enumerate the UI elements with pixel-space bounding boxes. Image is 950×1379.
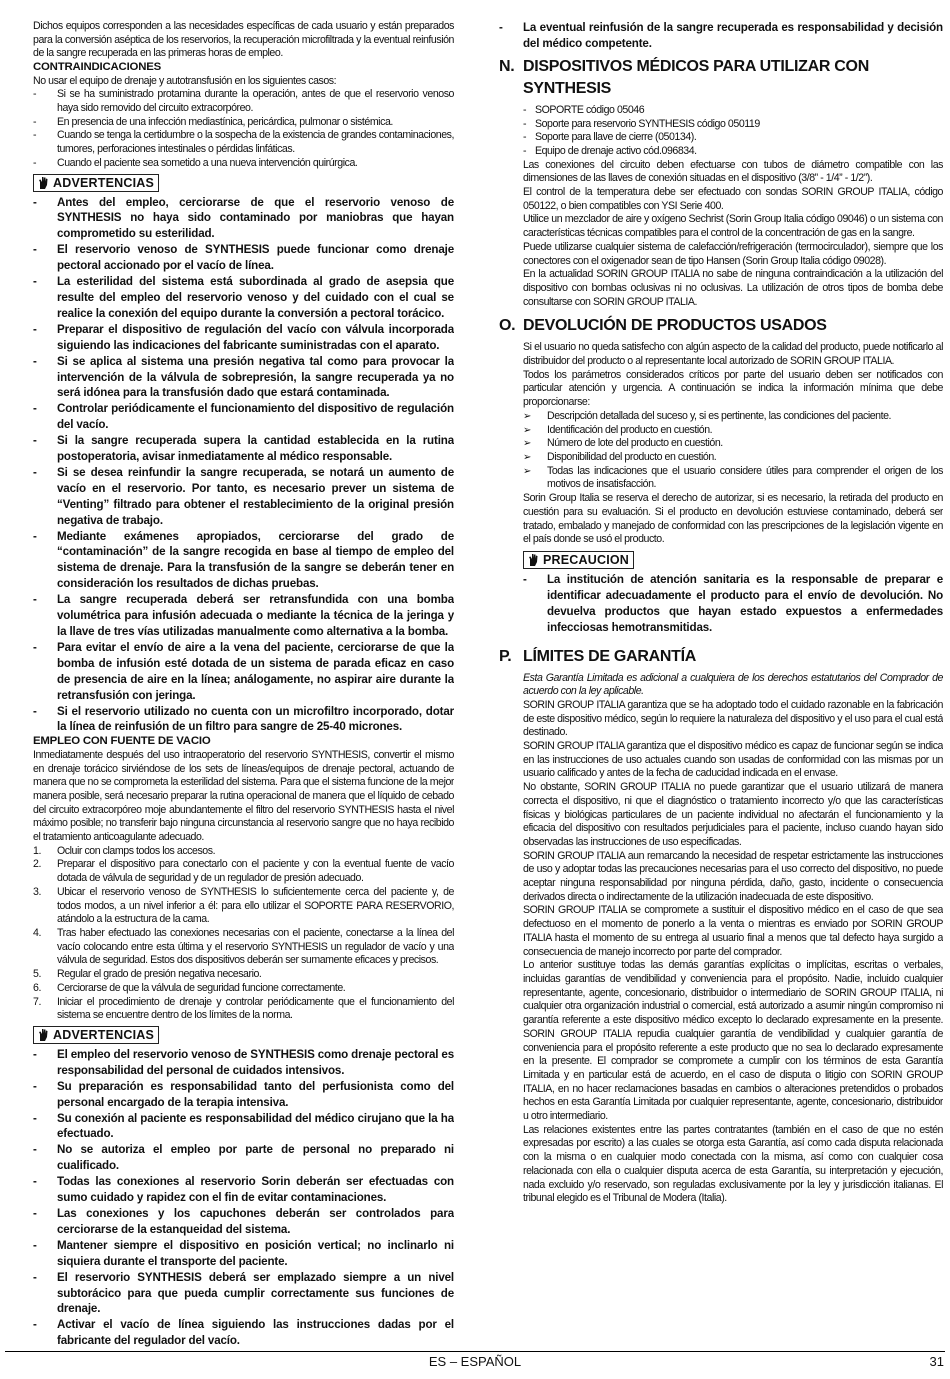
warning-badge-2 — [33, 1026, 159, 1044]
step-item: 1. Ocluir con clamps todos los accesos. — [33, 844, 216, 857]
section-p-heading: P. LÍMITES DE GARANTÍA — [499, 647, 696, 665]
list-item: - La eventual reinfusión de la sangre recuperada es responsabilidad y decisión del médico competente. — [499, 21, 943, 50]
contraindications-list — [33, 88, 454, 170]
list-item: - El reservorio SYNTHESIS deberá ser emplazado siempre a un nivel subtorácico para que pueda cumplir correctamente sus funciones de drenaje. — [33, 1270, 454, 1316]
warning-label-2: ADVERTENCIAS — [53, 1027, 155, 1042]
list-item: - Si la sangre recuperada supera la cantidad establecida en la rutina postoperatoria, avisar inmediatamente al médico responsable. — [33, 434, 454, 464]
list-item: - Controlar periódicamente el funcionamiento del dispositivo de regulación del vacío. — [33, 402, 454, 432]
list-item: - Si el reservorio utilizado no cuenta con un microfiltro incorporado, dotar la línea de reinfusión de un filtro para sangre de 25-40 micrones. — [33, 704, 454, 734]
section-o-heading: O. DEVOLUCIÓN DE PRODUCTOS USADOS — [499, 317, 827, 335]
paragraph: Lo anterior sustituye todas las demás garantías explícitas o implícitas, escritas o verbales, incluidas garantías de vendibilidad y conveniencia para el propósito. Nadie, incluido cualquier representante, agente, concesionario, distribuidor o intermediario de SORIN GROUP ITALIA, ni cualquier otra organización industrial o comercial, está autorizado a asumir ningún compromiso ni garantía referente a este dispositivo médico excepto lo declarado expresamente en la presente. SORIN GROUP ITALIA repudia cualquier garantía de vendibilidad y cualquier garantía de conveniencia para el propósito referente a este producto que no sea lo declarado expresamente en la presente. El comprador se compromete a cumplir con los términos de esta Garantía Limitada y en particular está de acuerdo, en el caso de disputa o litigio con SORIN GROUP ITALIA, en no hacer reclamaciones basadas en cambios o alteraciones pretendidos o probados hechos en esta Garantía Limitada por cualquier representante, agente, concesionario, distribuidor u otro intermediario. — [523, 959, 943, 1123]
list-item: - El empleo del reservorio venoso de SYNTHESIS como drenaje pectoral es responsabilidad del personal de cuidados intensivos. — [33, 1047, 454, 1077]
list-item: - Las conexiones y los capuchones deberán ser controlados para cerciorarse de la estanqueidad del sistema. — [33, 1206, 454, 1236]
hand-warning-icon — [37, 176, 49, 190]
section-p-italic-note: Esta Garantía Limitada es adicional a cualquiera de los derechos estatutarios del Comprador de acuerdo con la ley aplicable. — [523, 671, 943, 698]
section-n-list — [499, 104, 943, 159]
section-p-body — [523, 699, 943, 1206]
contraindications-intro: No usar el equipo de drenaje y autotransfusión en los siguientes casos: — [33, 74, 337, 87]
list-item: - Soporte para reservorio SYNTHESIS código 050119 — [523, 117, 760, 130]
paragraph: Las relaciones existentes entre las partes contratantes (también en el caso de que no estén expresadas por escrito) a las cuales se otorga esta Garantía, así como cada disputa relacionada con la misma o en cualquier modo conectada con la misma, así como con cualquier cosa relacionada con ella o cualquier disputa acerca de esta Garantía, su interpretación y ejecución, nada excluido y/o reservado, son reguladas exclusivamente por la ley y jurisdicción italianas. El tribunal elegido es el Tribunal de Modera (Italia). — [523, 1123, 943, 1205]
list-item: - La sangre recuperada deberá ser retransfundida con una bomba volumétrica para infusión adecuada o mediante la técnica de la jeringa y la llave de tres vías utilizadas manualmente como alternativa a la bomba. — [33, 593, 454, 638]
list-item: - Mediante exámenes apropiados, cerciorarse del grado de “contaminación” de la sangre recogida en base al tiempo de empleo del sistema de drenaje. Para la transfusión de la sangre se deberán tener en consideración los resultados de dichas pruebas. — [33, 529, 454, 591]
list-item: - Soporte para llave de cierre (050134). — [523, 131, 697, 144]
step-item: 3. Ubicar el reservorio venoso de SYNTHESIS lo suficientemente cerca del paciente y, de todos modos, a un nivel inferior a él: para ello utilizar el SOPORTE PARA RESERVORIO, atándolo a la estructura de la cama. — [33, 885, 454, 926]
paragraph: SORIN GROUP ITALIA aun remarcando la necesidad de respetar estrictamente las instrucciones de uso y adoptar todas las precauciones necesarias para el uso correcto del dispositivo, no puede aceptar ninguna responsabilidad por ninguna pérdida, daño, gasto, incidente o consecuencia derivados directa o indirectamente de la utilización inadecuada de este dispositivo. — [523, 849, 943, 903]
list-item: - Si se desea reinfundir la sangre recuperada, se notará un aumento de vacío en el reservorio. Por tanto, es necesario prever un sistema de “Venting” filtrado para obtener el restablecimiento de la original presión negativa de trabajo. — [33, 465, 454, 527]
paragraph: Puede utilizarse cualquier sistema de calefacción/refrigeración (termocirculador), siempre que los conectores con el oxigenador sean de tipo Hansen (Sorin Group Italia código 09028). — [523, 240, 943, 267]
left-column — [33, 20, 454, 1349]
list-item: ➢ Descripción detallada del suceso y, si es pertinente, las condiciones del paciente. — [523, 409, 892, 422]
section-o-para2: Todos los parámetros considerados críticos por parte del usuario deben ser notificados con particular atención y urgencia. A continuación se indica la información mínima que debe proporcionarse: — [523, 368, 943, 409]
warnings-list-2 — [33, 1047, 454, 1349]
paragraph: Utilice un mezclador de aire y oxígeno Sechrist (Sorin Group Italia código 09046) o un sistema con características técnicas compatibles para el control de la concentración de gas en la sangre. — [523, 213, 943, 240]
list-item: - Si se ha suministrado protamina durante la operación, antes de que el reservorio venoso haya sido removido del circuito extracorpóreo. — [33, 88, 454, 115]
section-n-heading: N. DISPOSITIVOS MÉDICOS PARA UTILIZAR CON SYNTHESIS — [499, 57, 869, 97]
right-column — [499, 20, 943, 1206]
contraindications-heading: CONTRAINDICACIONES — [33, 61, 162, 74]
list-item: ➢ Todas las indicaciones que el usuario considere útiles para comprender el origen de los motivos de insatisfacción. — [523, 464, 943, 491]
paragraph: El control de la temperatura debe ser efectuado con sondas SORIN GROUP ITALIA, código 050122, o bien compatibles con YSI Serie 400. — [523, 186, 943, 212]
paragraph: SORIN GROUP ITALIA garantiza que se ha adoptado todo el cuidado razonable en la fabricación de este dispositivo médico, según lo requiere la naturaleza del dispositivo y el uso para el cual está destinado. — [523, 698, 943, 739]
list-item: - La esterilidad del sistema está subordinada al grado de asepsia que resulte del empleo del reservorio venoso y del cuidado con el cual se realice la conexión del equipo durante la conversión a pectoral torácico. — [33, 275, 454, 320]
list-item: - Antes del empleo, cerciorarse de que el reservorio venoso de SYNTHESIS no haya sido contaminado por maniobras que hayan comprometido su esterilidad. — [33, 195, 454, 241]
hand-warning-icon — [37, 1028, 49, 1042]
paragraph: SORIN GROUP ITALIA garantiza que el dispositivo médico es capaz de funcionar según se indica en las instrucciones de uso actuales cuando son usadas de conformidad con las mismas por un usuario calificado y antes de la fecha de caducidad indicada en el envase. — [523, 740, 943, 780]
list-item: ➢ Número de lote del producto en cuestión. — [523, 437, 723, 450]
list-item: - Para evitar el envío de aire a la vena del paciente, cerciorarse de que la bomba de infusión esté dotada de un sistema de parada eficaz en caso de presencia de aire en la línea; análogamente, no aspirar aire durante la retransfusión con jeringa. — [33, 640, 454, 702]
footer-rule — [5, 1351, 945, 1352]
vacuum-use-steps — [33, 845, 454, 1023]
vacuum-use-heading: EMPLEO CON FUENTE DE VACIO — [33, 735, 211, 748]
step-item: 2. Preparar el dispositivo para conectarlo con el paciente y con la eventual fuente de vacío dotada de válvula de seguridad y de un regulador de presión adecuado. — [33, 858, 454, 885]
hand-caution-icon — [527, 553, 539, 567]
caution-list — [523, 572, 943, 636]
continued-warning-list — [499, 20, 943, 52]
list-item: ➢ Disponibilidad del producto en cuestión. — [523, 450, 717, 463]
list-item: - SOPORTE código 05046 — [523, 103, 645, 116]
section-o-para1: Si el usuario no queda satisfecho con algún aspecto de la calidad del producto, puede notificarlo al distribuidor del producto o al representante local autorizado de SORIN GROUP ITALIA. — [523, 341, 943, 368]
paragraph: Las conexiones del circuito deben efectuarse con tubos de diámetro compatible con las dimensiones de las llaves de conexión situadas en el dispositivo (3/8” - 1/4” - 1/2”). — [523, 158, 943, 185]
list-item: ➢ Identificación del producto en cuestión. — [523, 423, 713, 436]
list-item: - En presencia de una infección mediastínica, pericárdica, pulmonar o sistémica. — [33, 115, 393, 128]
step-item: 4. Tras haber efectuado las conexiones necesarias con el paciente, conectarse a la línea del vacío colocando entre esta última y el reservorio SYNTHESIS un regulador de vacío y una válvula de seguridad. Estos dos dispositivos deberán ser sumamente eficaces y precisos. — [33, 926, 454, 967]
vacuum-use-intro: Inmediatamente después del uso intraoperatorio del reservorio SYNTHESIS, convertir el mismo en drenaje torácico sirviéndose de los sets de líneas/equipos de drenaje pectoral, actuando de manera que no se comprometa la esterilidad del sistema. Para que el sistema funcione de la mejor manera posible, será necesario preparar la rutina operacional de manera que el líquido de cebado del circuito extracorpóreo moje abundantemente el filtro del reservorio SYNTHESIS hasta el nivel máximo posible; no transferir bajo ninguna circunstancia al reservorio sangre que no haya recibido el tratamiento anticoagulante adecuado. — [33, 748, 454, 844]
step-item: 6. Cerciorarse de que la válvula de seguridad funcione correctamente. — [33, 981, 346, 994]
list-item: - Equipo de drenaje activo cód.096834. — [523, 144, 697, 157]
list-item: - Si se aplica al sistema una presión negativa tal como para provocar la intervención de la válvula de sobrepresión, la sangre recuperada ya no será idónea para la transfusión dado que estará contaminada. — [33, 354, 454, 400]
list-item: - Su preparación es responsabilidad tanto del perfusionista como del personal encargado de la terapia intensiva. — [33, 1079, 454, 1109]
warnings-list — [33, 195, 454, 736]
caution-badge — [523, 551, 634, 569]
caution-label: PRECAUCION — [543, 552, 630, 567]
page-number: 31 — [929, 1354, 944, 1369]
footer-language: ES – ESPAÑOL — [428, 1354, 522, 1369]
list-item: - Todas las conexiones al reservorio Sorin deberán ser efectuadas con sumo cuidado y rapidez con el fin de evitar contaminaciones. — [33, 1175, 454, 1205]
list-item: - Activar el vacío de línea siguiendo las instrucciones dadas por el fabricante del regulador del vacío. — [33, 1318, 454, 1348]
section-o-para3: Sorin Group Italia se reserva el derecho de autorizar, si es necesario, la retirada del producto en cuestión para su evaluación. Si el producto en devolución estuviese contaminado, deberá ser tratado, embalado y manejado de conformidad con las prescripciones de la legislación vigente en el país donde se usó el producto. — [523, 492, 943, 546]
step-item: 7. Iniciar el procedimiento de drenaje y controlar periódicamente que el funcionamiento del sistema se encuentre dentro de los límites de la norma. — [33, 995, 454, 1022]
paragraph: En la actualidad SORIN GROUP ITALIA no sabe de ninguna contraindicación a la utilización del dispositivo con bombas oclusivas ni no oclusivas. La utilización de otros tipos de bomba debe consultarse con SORIN GROUP ITALIA. — [523, 268, 943, 308]
list-item: - La institución de atención sanitaria es la responsable de preparar e identificar adecuadamente el producto para el envío de devolución. No devuelva productos que hayan estado expuestos a enfermedades infecciosas hemotransmitidas. — [523, 572, 943, 634]
list-item: - No se autoriza el empleo por parte de personal no preparado ni cualificado. — [33, 1143, 454, 1173]
section-o-arrow-list — [499, 410, 943, 492]
warning-label: ADVERTENCIAS — [53, 175, 155, 190]
paragraph: SORIN GROUP ITALIA se compromete a sustituir el dispositivo médico en el caso de que sea defectuoso en el momento de ponerlo a la venta o mientras es enviado por SORIN GROUP ITALIA hasta el momento de su entrega al usuario final a menos que tal defecto haya surgido a consecuencia de manejo incorrecto por parte del comprador. — [523, 904, 943, 958]
step-item: 5. Regular el grado de presión negativa necesario. — [33, 968, 262, 981]
list-item: - Mantener siempre el dispositivo en posición vertical; no inclinarlo ni siquiera durante el transporte del paciente. — [33, 1238, 454, 1268]
list-item: - Preparar el dispositivo de regulación del vacío con válvula incorporada siguiendo las indicaciones del fabricante suministradas con el aparato. — [33, 322, 454, 352]
list-item: - Su conexión al paciente es responsabilidad del médico cirujano que la ha efectuado. — [33, 1111, 454, 1141]
warning-badge — [33, 174, 159, 192]
section-n-body — [499, 159, 943, 310]
intro-paragraph: Dichos equipos corresponden a las necesidades específicas de cada usuario y están preparados para la conversión aséptica de los reservorios, la recuperación microfiltrada y la eventual reinfusión de la sangre recuperada en las primeras horas de empleo. — [33, 20, 454, 60]
list-item: - Cuando se tenga la certidumbre o la sospecha de la existencia de grandes contaminaciones, tumores, perforaciones intestinales o pérdidas linfáticas. — [33, 129, 454, 156]
list-item: - El reservorio venoso de SYNTHESIS puede funcionar como drenaje pectoral accionado por el vacío de línea. — [33, 243, 454, 273]
list-item: - Cuando el paciente sea sometido a una nueva intervención quirúrgica. — [33, 156, 358, 169]
paragraph: No obstante, SORIN GROUP ITALIA no puede garantizar que el usuario utilizará de manera correcta el dispositivo, ni que el diagnóstico o tratamiento incorrecto y/o que las características físicas y biológicas particulares de un paciente individual no afectarán el funcionamiento y la eficacia del dispositivo con resultados perjudiciales para el paciente, incluso cuando hayan sido observadas las instrucciones de uso especificadas. — [523, 781, 943, 848]
